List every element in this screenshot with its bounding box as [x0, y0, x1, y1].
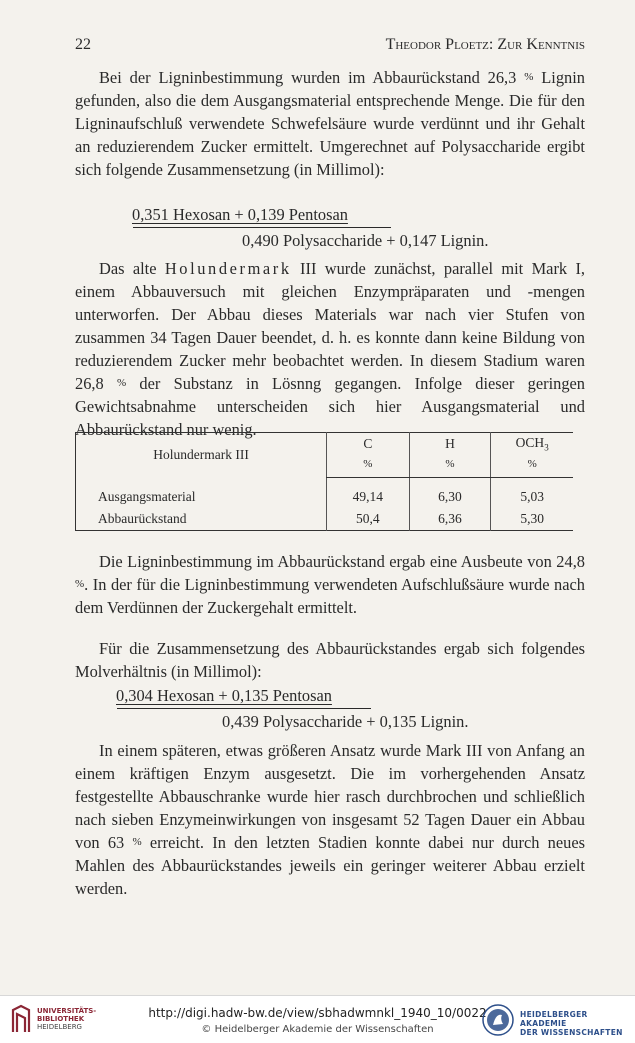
- cell-och3: 5,03: [491, 478, 573, 509]
- digital-library-footer: [0, 995, 635, 1043]
- composition-table: [75, 432, 573, 531]
- paragraph-molar-ratio: Für die Zusammensetzung des Abbaurückstandes ergab sich folgendes Molverhältnis (in Millimol):: [75, 639, 585, 681]
- page-number: 22: [75, 36, 91, 53]
- copyright-notice: © Heidelberger Akademie der Wissenschaften: [201, 1024, 434, 1035]
- row-label: Ausgangsmaterial: [98, 488, 196, 504]
- table-header-row: [76, 433, 574, 456]
- table-unit: %: [491, 455, 573, 478]
- cell-h: 6,36: [409, 508, 491, 531]
- table-unit: %: [327, 455, 409, 478]
- cell-c: 49,14: [327, 478, 409, 509]
- academy-seal-icon: [482, 1004, 514, 1036]
- table-unit: %: [409, 455, 491, 478]
- paragraph-lignin-determination: Bei der Ligninbestimmung wurden im Abbaurückstand 26,3 % Lignin gefunden, also die dem Ausgangsmaterial entsprechende Menge. Die für den Ligninaufschluß verwendete Schwefelsäure wurde verdünnt und ihr Gehalt an reduzierendem Zucker ermittelt. Umgerechnet auf Polysaccharide ergibt sich folgende Zusammensetzung (in Millimol):: [75, 68, 585, 179]
- table-header-c: C: [327, 433, 409, 456]
- equation-2-line-2: 0,439 Polysaccharide + 0,135 Lignin.: [222, 712, 469, 731]
- paragraph-lignin-yield: Die Ligninbestimmung im Abbaurückstand ergab eine Ausbeute von 24,8 %. In der für die Ligninbestimmung verwendeten Aufschlußsäure wurde nach dem Verdünnen der Zuckergehalt ermittelt.: [75, 552, 585, 617]
- running-header: [75, 36, 585, 58]
- equation-1-line-2: 0,490 Polysaccharide + 0,147 Lignin.: [242, 231, 489, 250]
- row-label: Abbaurückstand: [98, 511, 187, 526]
- equation-2-brace: [117, 705, 371, 709]
- cell-h: 6,30: [409, 478, 491, 509]
- cell-c: 50,4: [327, 508, 409, 531]
- table-header-h: H: [409, 433, 491, 456]
- equation-1-brace: [133, 224, 391, 228]
- running-title: Theodor Ploetz: Zur Kenntnis: [385, 36, 585, 53]
- paragraph-later-experiment: In einem späteren, etwas größeren Ansatz wurde Mark III von Anfang an einem kräftigen Enzym ausgesetzt. Die im vorhergehenden Ansatz festgestellte Abbauschranke wurde hier rasch durchbrochen und schließlich nach sieben Enzymeinwirkungen von insgesamt 52 Tagen Dauer ein Abbau von 63 % erreicht. In den letzten Stadien konnte dabei nur durch neues Mahlen des Abbaurückstandes jeweils ein geringer weiterer Abbau erzielt werden.: [75, 741, 585, 898]
- table-row: [76, 478, 574, 509]
- cell-och3: 5,30: [491, 508, 573, 531]
- table-header-och3: $OCH_3$: [491, 433, 573, 456]
- university-library-logo[interactable]: UNIVERSITÄTS- BIBLIOTHEK HEIDELBERG: [10, 1004, 120, 1036]
- equation-2-line-1: 0,304 Hexosan + 0,135 Pentosan: [116, 686, 332, 705]
- permalink-url[interactable]: http://digi.hadw-bw.de/view/sbhadwmnkl_1940_10/0022: [148, 1006, 487, 1020]
- table-header-label: Holundermark III: [153, 447, 249, 463]
- equation-1-line-1: 0,351 Hexosan + 0,139 Pentosan: [132, 205, 348, 224]
- paragraph-holundermark: Das alte Holundermark III wurde zunächst, parallel mit Mark I, einem Abbauversuch mit gleichen Enzympräparaten und -mengen unterworfen. Der Abbau dieses Materials war nach vier Stufen von zusammen 34 Tagen Dauer beendet, d. h. es konnte dann keine Bildung von reduzierendem Zucker mehr beobachtet werden. In diesem Stadium waren 26,8 % der Substanz in Lösnng gegangen. Infolge dieser geringen Gewichtsabnahme unterscheiden sich hier Ausgangsmaterial und Abbaurückstand nur wenig.: [75, 259, 586, 439]
- academy-logo[interactable]: HEIDELBERGER AKADEMIE DER WISSENSCHAFTEN: [482, 1002, 627, 1038]
- table-row: [76, 508, 574, 531]
